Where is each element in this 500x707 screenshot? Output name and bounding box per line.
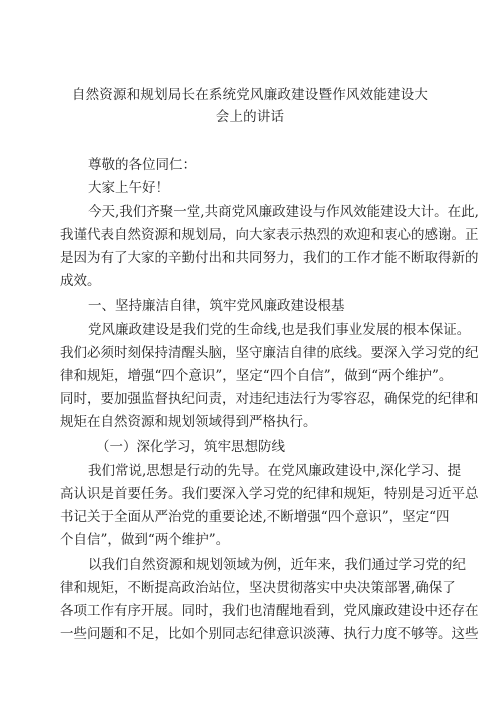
body-line: 律和规矩，不断提高政治站位，坚决贯彻落实中央决策部署,确保了 xyxy=(60,580,456,596)
body-line: 成效。 xyxy=(60,273,101,289)
body-line: 规矩在自然资源和规划领域得到严格执行。 xyxy=(60,414,317,430)
body-line: 一些问题和不足，比如个别同志纪律意识淡薄、执行力度不够等。这些 xyxy=(60,626,479,642)
body-line: 个自信”，做到“两个维护”。 xyxy=(60,532,230,548)
document-title-line-1: 自然资源和规划局长在系统党风廉政建设暨作风效能建设大 xyxy=(71,87,429,103)
body-line: 书记关于全面从严治党的重要论述,不断增强“四个意识”，坚定“四 xyxy=(60,509,450,525)
body-line: 我谨代表自然资源和规划局，向大家表示热烈的欢迎和衷心的感谢。正 xyxy=(60,227,479,243)
body-line: 党风廉政建设是我们党的生命线,也是我们事业发展的根本保证。 xyxy=(88,322,471,338)
section-heading: 一、坚持廉洁自律，筑牢党风廉政建设根基 xyxy=(88,298,345,314)
document-title-line-2: 会上的讲话 xyxy=(215,109,285,125)
body-line: 律和规矩，增强“四个意识”，坚定“四个自信”，做到“两个维护”。 xyxy=(60,368,453,384)
body-line: 各项工作有序开展。同时，我们也清醒地看到，党风廉政建设中还存在 xyxy=(60,603,479,619)
body-line: 我们必须时刻保持清醒头脑，坚守廉洁自律的底线。要深入学习党的纪 xyxy=(60,345,479,361)
body-line: 以我们自然资源和规划领域为例，近年来，我们通过学习党的纪 xyxy=(88,557,466,573)
salutation: 尊敬的各位同仁： xyxy=(88,157,196,173)
body-line: 今天,我们齐聚一堂,共商党风廉政建设与作风效能建设大计。在此, xyxy=(88,204,479,220)
subsection-heading: （一）深化学习，筑牢思想防线 xyxy=(96,439,285,455)
body-line: 同时，要加强监督执纪问责，对违纪违法行为零容忍，确保党的纪律和 xyxy=(60,391,479,407)
greeting: 大家上午好！ xyxy=(88,180,169,196)
body-line: 高认识是首要任务。我们要深入学习党的纪律和规矩，特别是习近平总 xyxy=(60,486,479,502)
body-line: 是因为有了大家的辛勤付出和共同努力，我们的工作才能不断取得新的 xyxy=(60,250,479,266)
body-line: 我们常说,思想是行动的先导。在党风廉政建设中,深化学习、提 xyxy=(88,463,462,479)
